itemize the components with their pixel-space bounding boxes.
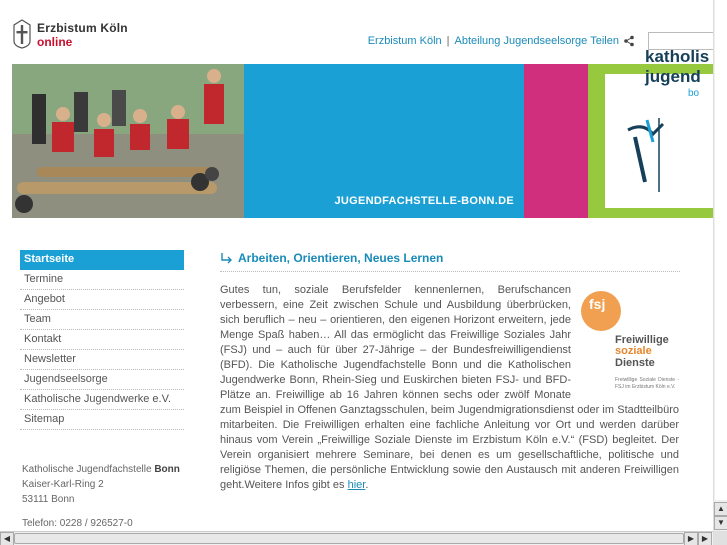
logo-title: Erzbistum Köln [37, 21, 128, 35]
banner-pink-panel [524, 64, 588, 218]
article-title: Arbeiten, Orientieren, Neues Lernen [238, 250, 444, 265]
scroll-right-icon[interactable]: ▶ [684, 532, 698, 545]
vertical-scroll-track[interactable] [715, 0, 727, 500]
sidebar-nav [20, 250, 184, 430]
kj-logo-panel [605, 74, 727, 208]
sidebar-item-termine[interactable]: Termine [20, 270, 184, 290]
scroll-left-icon[interactable]: ◀ [0, 532, 14, 545]
cross-emblem-icon [12, 19, 32, 49]
group-photo [12, 64, 244, 218]
kj-logo-line2: jugend [645, 67, 701, 86]
article-body [220, 283, 679, 493]
fsj-line1: Freiwillige [615, 334, 669, 346]
banner-url-text: JUGENDFACHSTELLE-BONN.DE [334, 195, 514, 207]
kj-cross-icon [623, 112, 683, 202]
fsj-line2: soziale [615, 345, 652, 357]
address-org-prefix: Katholische Jugendfachstelle [22, 464, 152, 475]
fsj-abbr: fsj [589, 296, 606, 312]
sidebar-item-jugendwerke[interactable]: Katholische Jugendwerke e.V. [20, 390, 184, 410]
fsj-logo [579, 283, 679, 399]
address-street: Kaiser-Karl-Ring 2 [22, 479, 104, 490]
fsj-small-text: Freiwillige Soziale Dienste - FSJ im Erzbistum Köln e.V. [615, 377, 679, 390]
contact-phone: Telefon: 0228 / 926527-0 [22, 518, 133, 529]
horizontal-scroll-thumb[interactable] [14, 533, 684, 544]
address-org-city: Bonn [154, 464, 180, 475]
sidebar-item-newsletter[interactable]: Newsletter [20, 350, 184, 370]
share-link[interactable]: Teilen [590, 35, 619, 47]
sidebar-item-angebot[interactable]: Angebot [20, 290, 184, 310]
share-icon[interactable] [623, 35, 635, 47]
sidebar-item-team[interactable]: Team [20, 310, 184, 330]
scroll-up-icon[interactable]: ▲ [714, 502, 727, 516]
vertical-scrollbar[interactable] [713, 0, 727, 531]
contact-address [22, 462, 197, 507]
banner-blue-panel [244, 64, 524, 218]
article-paragraph: Gutes tun, soziale Berufsfelder kennenlernen, Berufschancen verbessern, eine Zeit zwischen Schule und Ausbildung überbrücken, sich beruflich – neu – orientieren, den eigenen Horizont erweitern, jede Menge Spaß haben… All das ermöglicht das Freiwillige Soziales Jahr (FSJ) und – auch für über 27-Jährige – der Bundesfreiwilligendienst (BFD). Die Katholische Jugendfachstelle Bonn und die Katholischen Jugendwerke Bonn, Rhein-Sieg und Euskirchen bieten FSJ- und BFD-Plätze an. Freiwillige ab 16 Jahren können sechs oder zwölf Monate zum Beispiel in Offenen Ganztagsschulen, beim Jugendmigrationsdienst oder im Stadtteilbüro mitarbeiten. Die Freiwilligen erhalten eine fachliche Anleitung vor Ort und werden darüber hinaus vom Verein „Freiwillige Soziale Dienste im Erzbistum Köln e.V.“ (FSD) begleitet. Der Verein organisiert mehrere Seminare, bei denen es um gesellschaftliche, politische und religiöse Themen, die persönliche Entwicklung sowie den Austausch mit anderen Freiwilligen geht.Weitere Infos gibt es [220, 284, 679, 491]
kj-logo-line3: bo [688, 88, 700, 99]
more-info-link[interactable]: hier [347, 479, 366, 491]
horizontal-scrollbar[interactable] [0, 531, 713, 545]
header-banner [12, 64, 727, 218]
link-abteilung-jugendseelsorge[interactable]: Abteilung Jugendseelsorge [454, 35, 588, 47]
nav-separator: | [446, 35, 450, 47]
address-org [22, 462, 197, 477]
scrollbar-corner [713, 531, 727, 545]
kj-logo-line1: katholis [645, 47, 710, 66]
sidebar-item-jugendseelsorge[interactable]: Jugendseelsorge [20, 370, 184, 390]
link-erzbistum-koeln[interactable]: Erzbistum Köln [367, 35, 442, 47]
arrow-right-icon [220, 252, 234, 264]
main-content [220, 248, 680, 491]
paragraph-end: . [365, 479, 369, 491]
sidebar-item-kontakt[interactable]: Kontakt [20, 330, 184, 350]
address-city: 53111 Bonn [22, 494, 75, 505]
fsj-line3: Dienste [615, 357, 655, 369]
article-heading [220, 248, 680, 272]
top-navigation [368, 35, 635, 47]
logo-subtitle: online [37, 35, 73, 49]
sidebar-item-sitemap[interactable]: Sitemap [20, 410, 184, 430]
site-logo[interactable] [12, 14, 142, 54]
scroll-down-icon[interactable]: ▼ [714, 516, 727, 530]
sidebar-item-startseite[interactable]: Startseite [20, 250, 184, 270]
scroll-right-end-icon[interactable]: ▶ [698, 532, 712, 545]
